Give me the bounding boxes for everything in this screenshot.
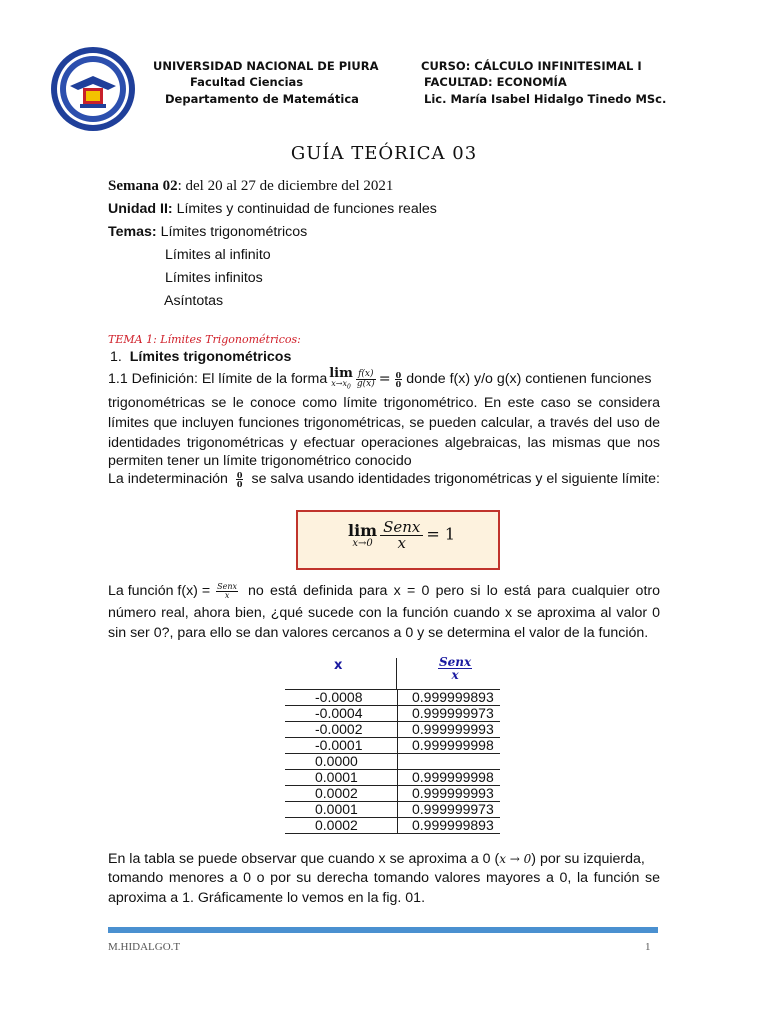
topic-item: Límites al infinito [165,247,271,263]
section-title: Límites trigonométricos [129,349,292,365]
definition-suffix: donde f(x) y/o g(x) contienen funciones [406,371,652,387]
zero-den: 0 [236,478,243,489]
senx: Senx [217,581,238,591]
zero-num: 0 [395,369,402,380]
university-seal-logo [50,46,136,132]
course-name: CURSO: CÁLCULO INFINITESIMAL I [421,59,642,73]
x-value-cell: -0.0002 [285,722,398,738]
senx: Senx [439,655,472,669]
topics-label: Temas: [108,224,157,240]
university-name: UNIVERSIDAD NACIONAL DE PIURA [153,59,379,73]
x-value-cell: -0.0001 [285,738,398,754]
function-value-cell: 0.999999973 [412,705,494,721]
table-row [285,690,500,706]
paragraph-line: permiten tener un límite trigonométrico conocido [108,453,412,469]
zero-num: 0 [236,469,243,480]
lim-subscript [329,380,353,391]
function-suffix: no está definida para x = 0 pero si lo está para cualquier otro [248,583,660,599]
fundamental-limit-box [296,510,500,570]
zero-den: 0 [395,378,402,389]
function-value-cell: 0.999999893 [412,689,494,705]
lim-sub-zero: 0 [346,384,351,392]
unit-text: Límites y continuidad de funciones reales [172,201,437,217]
page-title: GUÍA TEÓRICA 03 [290,143,478,164]
gx: g(x) [356,378,375,389]
unit-label: Unidad II: [108,201,173,217]
conclusion-prefix [108,849,645,869]
function-first-line [108,580,660,602]
zero-over-zero [236,471,244,488]
table-row [285,770,500,786]
lim-text: lim [329,366,353,382]
function-value-cell: 0.999999998 [412,737,494,753]
week-label: Semana 02 [108,178,178,194]
conclusion-first-line [108,849,660,869]
senx-over-x-small [216,583,238,600]
zero-over-zero [395,371,403,388]
definition-prefix: 1.1 Definición: El límite de la forma [108,371,328,387]
x-value-cell: -0.0004 [285,706,398,722]
x-value-cell: 0.0002 [285,818,398,834]
lim-text: lim [348,520,378,540]
course-faculty: FACULTAD: ECONOMÍA [424,75,567,89]
topic-item: Límites trigonométricos [160,224,308,240]
page-number: 1 [645,941,651,953]
function-prefix: La función f(x) = [108,583,211,599]
week-line [108,178,393,195]
table-header-senx-over-x [438,656,472,681]
table-row [285,786,500,802]
paragraph-line: trigonométricas se le conoce como límite trigonométrico. En este caso se considera [108,395,660,411]
paragraph-line: identidades trigonométricas y efectuar operaciones algebraicas, las mismas que nos [108,435,660,451]
x-value-cell: 0.0001 [285,770,398,786]
teacher-name: Lic. María Isabel Hidalgo Tinedo MSc. [424,92,667,106]
x-value-cell: 0.0001 [285,802,398,818]
x-value-cell: -0.0008 [285,690,398,706]
table-row [285,706,500,722]
table-row [285,722,500,738]
senx-over-x [380,520,423,551]
senx: Senx [380,520,423,536]
paragraph-line: número real, ahora bien, ¿qué sucede con la función cuando x se aproxima al valor 0 [108,605,660,621]
faculty-name: Facultad Ciencias [190,75,304,89]
conclusion-paragraph [108,868,660,908]
topic-1-heading: TEMA 1: Límites Trigonométricos: [108,333,301,346]
topic-item: Asíntotas [164,293,224,309]
function-paragraph [108,603,660,643]
table-row [285,802,500,818]
x-value-cell: 0.0002 [285,786,398,802]
x-den: x [451,668,459,682]
x-to-zero: x → 0 [499,852,532,866]
indeterminacy-prefix: La indeterminación [108,471,228,487]
topics-line [108,224,307,240]
lim-operator [329,367,353,391]
function-value-cell: 0.999999998 [412,769,494,785]
indeterminacy-line [108,467,660,491]
unit-line [108,201,437,217]
definition-first-line [108,366,660,392]
table-row [285,738,500,754]
table-header-x: x [334,658,343,673]
conclusion-line-1 [108,849,660,869]
function-value-cell: 0.999999973 [412,801,494,817]
lim-sub-text: x→x [331,379,347,389]
conclusion-suffix-text: ) por su izquierda, [531,851,645,867]
lim-subscript: x→0 [352,537,373,549]
section-number: 1. [110,349,122,365]
function-value-cell: 0.999999893 [412,817,494,833]
indeterminacy-suffix: se salva usando identidades trigonométricas y el siguiente límite: [251,471,660,487]
equals-sign: = [378,371,391,387]
paragraph-line: aproxima a 1. Gráficamente lo vemos en la fig. 01. [108,890,426,906]
paragraph-line: límites que incluyen funciones trigonométricas, se pueden calcular, a través del uso de [108,415,660,431]
fx: f(x) [356,370,376,380]
footer-author: M.HIDALGO.T [108,941,181,953]
paragraph-line: sin ser 0?, para ello se dan valores cercanos a 0 y se determina el valor de la función. [108,625,649,641]
x-den: x [224,590,230,600]
lim-operator [348,520,378,549]
table-row [285,818,500,834]
fx-over-gx [356,370,376,389]
table-header-divider [396,658,397,689]
limit-result: = 1 [426,524,456,544]
x-den: x [397,534,406,552]
department-name: Departamento de Matemática [165,92,359,106]
topic-item: Límites infinitos [165,270,263,286]
function-value-cell [398,754,501,770]
paragraph-line: tomando menores a 0 o por su derecha tomando valores mayores a 0, la función se [108,870,660,886]
values-table [285,689,500,834]
x-value-cell: 0.0000 [285,754,398,770]
footer-rule [108,927,658,933]
week-text: : del 20 al 27 de diciembre del 2021 [177,178,394,194]
fundamental-limit [348,520,455,551]
function-value-cell: 0.999999993 [412,721,494,737]
conclusion-prefix-text: En la tabla se puede observar que cuando x se aproxima a 0 ( [108,851,500,867]
section-heading [110,349,291,365]
definition-paragraph [108,393,660,470]
table-row [285,754,500,770]
function-value-cell: 0.999999993 [412,785,494,801]
